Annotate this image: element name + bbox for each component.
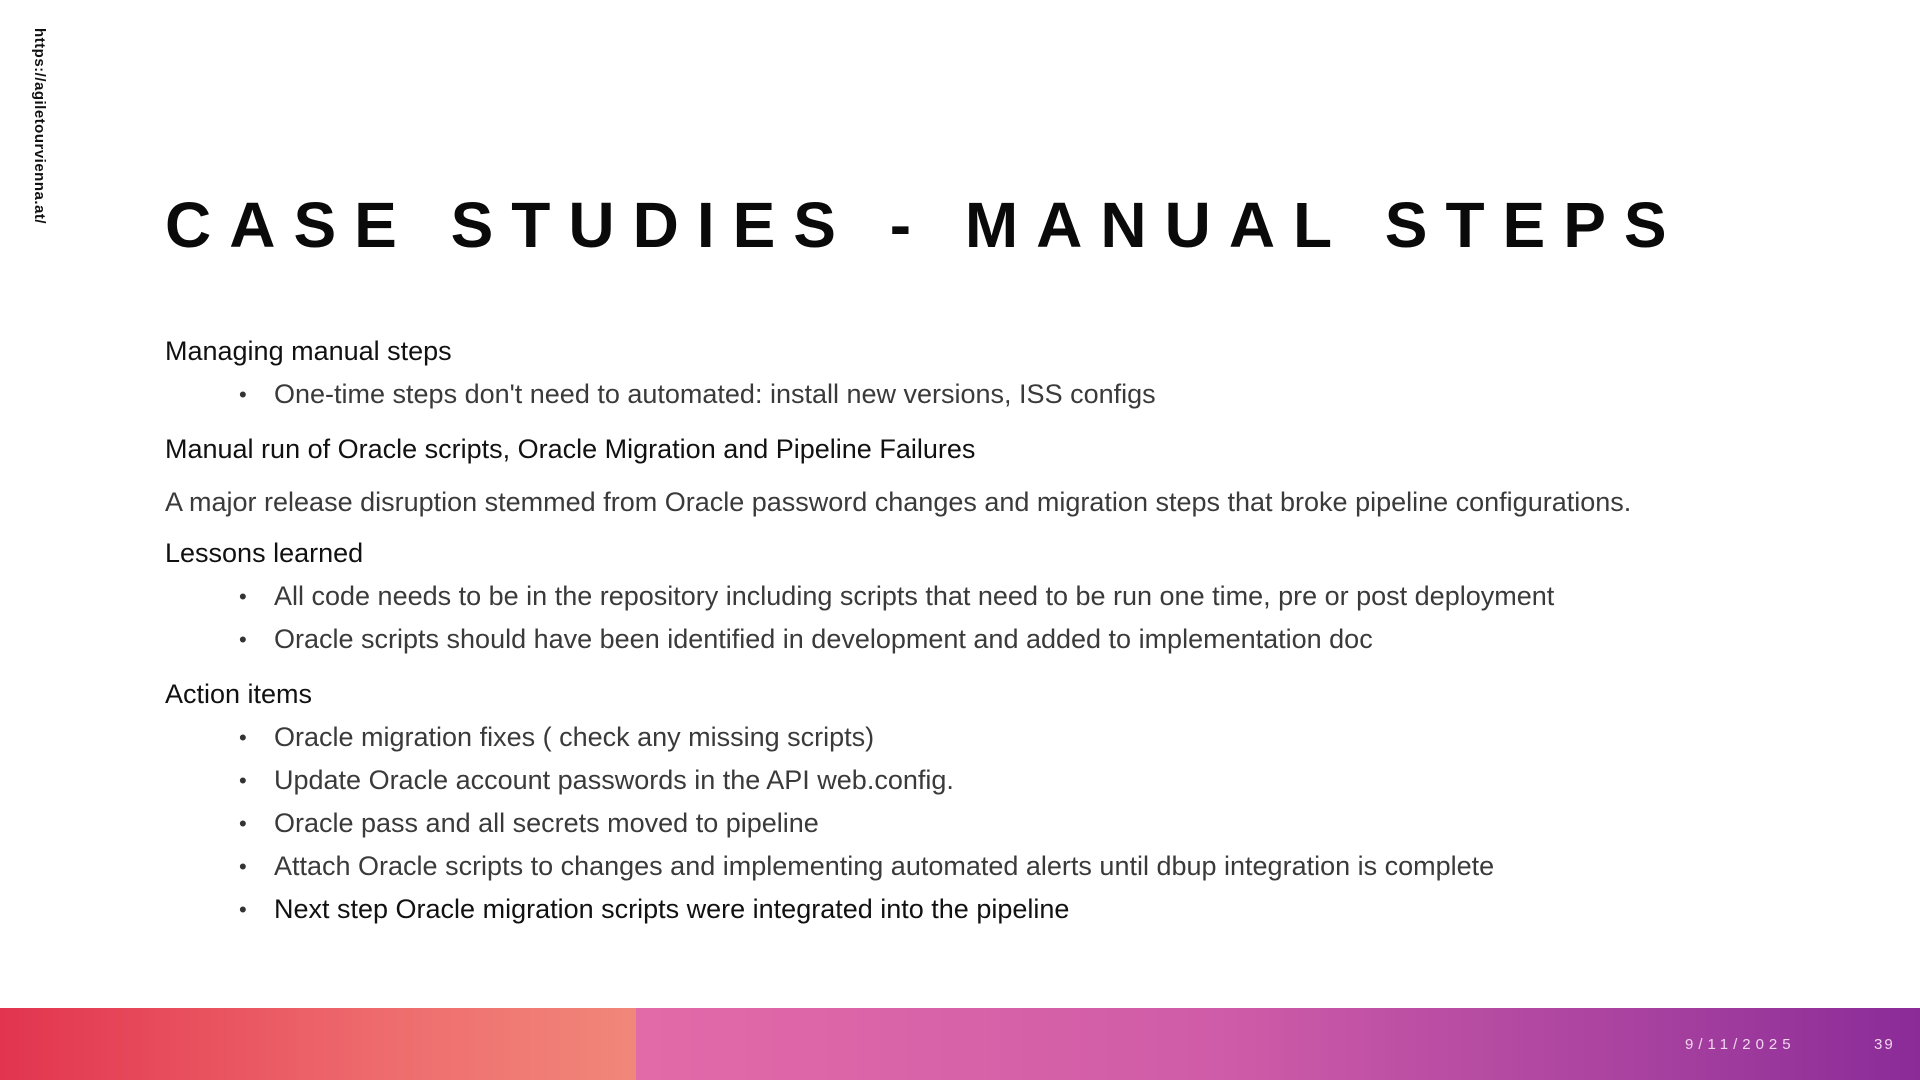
bullet-dot-icon: • (239, 811, 247, 836)
bullet-dot-icon: • (239, 897, 247, 922)
side-url-label: https://agiletourvienna.at/ (31, 28, 48, 225)
bullet-text: Update Oracle account passwords in the API web.config. (274, 765, 954, 795)
section-heading-managing-manual-steps: Managing manual steps (165, 336, 452, 366)
bullet-item (239, 618, 1845, 661)
bullet-list-action-items (165, 716, 1845, 931)
bullet-item (239, 845, 1845, 888)
bullet-dot-icon: • (239, 382, 247, 407)
bullet-item (239, 575, 1845, 618)
bullet-text: Attach Oracle scripts to changes and implementing automated alerts until dbup integration is complete (274, 851, 1495, 881)
bullet-item (239, 802, 1845, 845)
section-heading-action-items: Action items (165, 679, 313, 709)
bullet-text: Oracle pass and all secrets moved to pipeline (274, 808, 819, 838)
bullet-dot-icon: • (239, 768, 247, 793)
bullet-dot-icon: • (239, 854, 247, 879)
bullet-text: Next step Oracle migration scripts were integrated into the pipeline (274, 894, 1070, 924)
bullet-list-lessons-learned (165, 575, 1845, 661)
bullet-text: All code needs to be in the repository including scripts that need to be run one time, pre or post deployment (274, 581, 1555, 611)
bullet-dot-icon: • (239, 725, 247, 750)
slide-title: CASE STUDIES - MANUAL STEPS (165, 189, 1685, 261)
footer-bar (0, 1008, 1920, 1080)
bullet-list-managing-manual-steps (165, 373, 1845, 416)
section-heading-lessons-learned: Lessons learned (165, 538, 364, 568)
bullet-item (239, 759, 1845, 802)
section-paragraph-oracle-failures: A major release disruption stemmed from Oracle password changes and migration steps that broke pipeline configurations. (165, 487, 1632, 517)
slide-content (165, 330, 1845, 943)
bullet-item-next-step (239, 888, 1845, 931)
bullet-text: Oracle migration fixes ( check any missing scripts) (274, 722, 875, 752)
footer-date: 9/11/2025 (1685, 1036, 1796, 1053)
bullet-dot-icon: • (239, 627, 247, 652)
footer-gradient-left (0, 1008, 636, 1080)
bullet-text: Oracle scripts should have been identified in development and added to implementation doc (274, 624, 1373, 654)
bullet-dot-icon: • (239, 584, 247, 609)
footer-page-number: 39 (1874, 1036, 1895, 1053)
bullet-text: One-time steps don't need to automated: install new versions, ISS configs (274, 379, 1156, 409)
bullet-item (239, 716, 1845, 759)
bullet-item (239, 373, 1845, 416)
section-heading-oracle-failures: Manual run of Oracle scripts, Oracle Migration and Pipeline Failures (165, 434, 976, 464)
